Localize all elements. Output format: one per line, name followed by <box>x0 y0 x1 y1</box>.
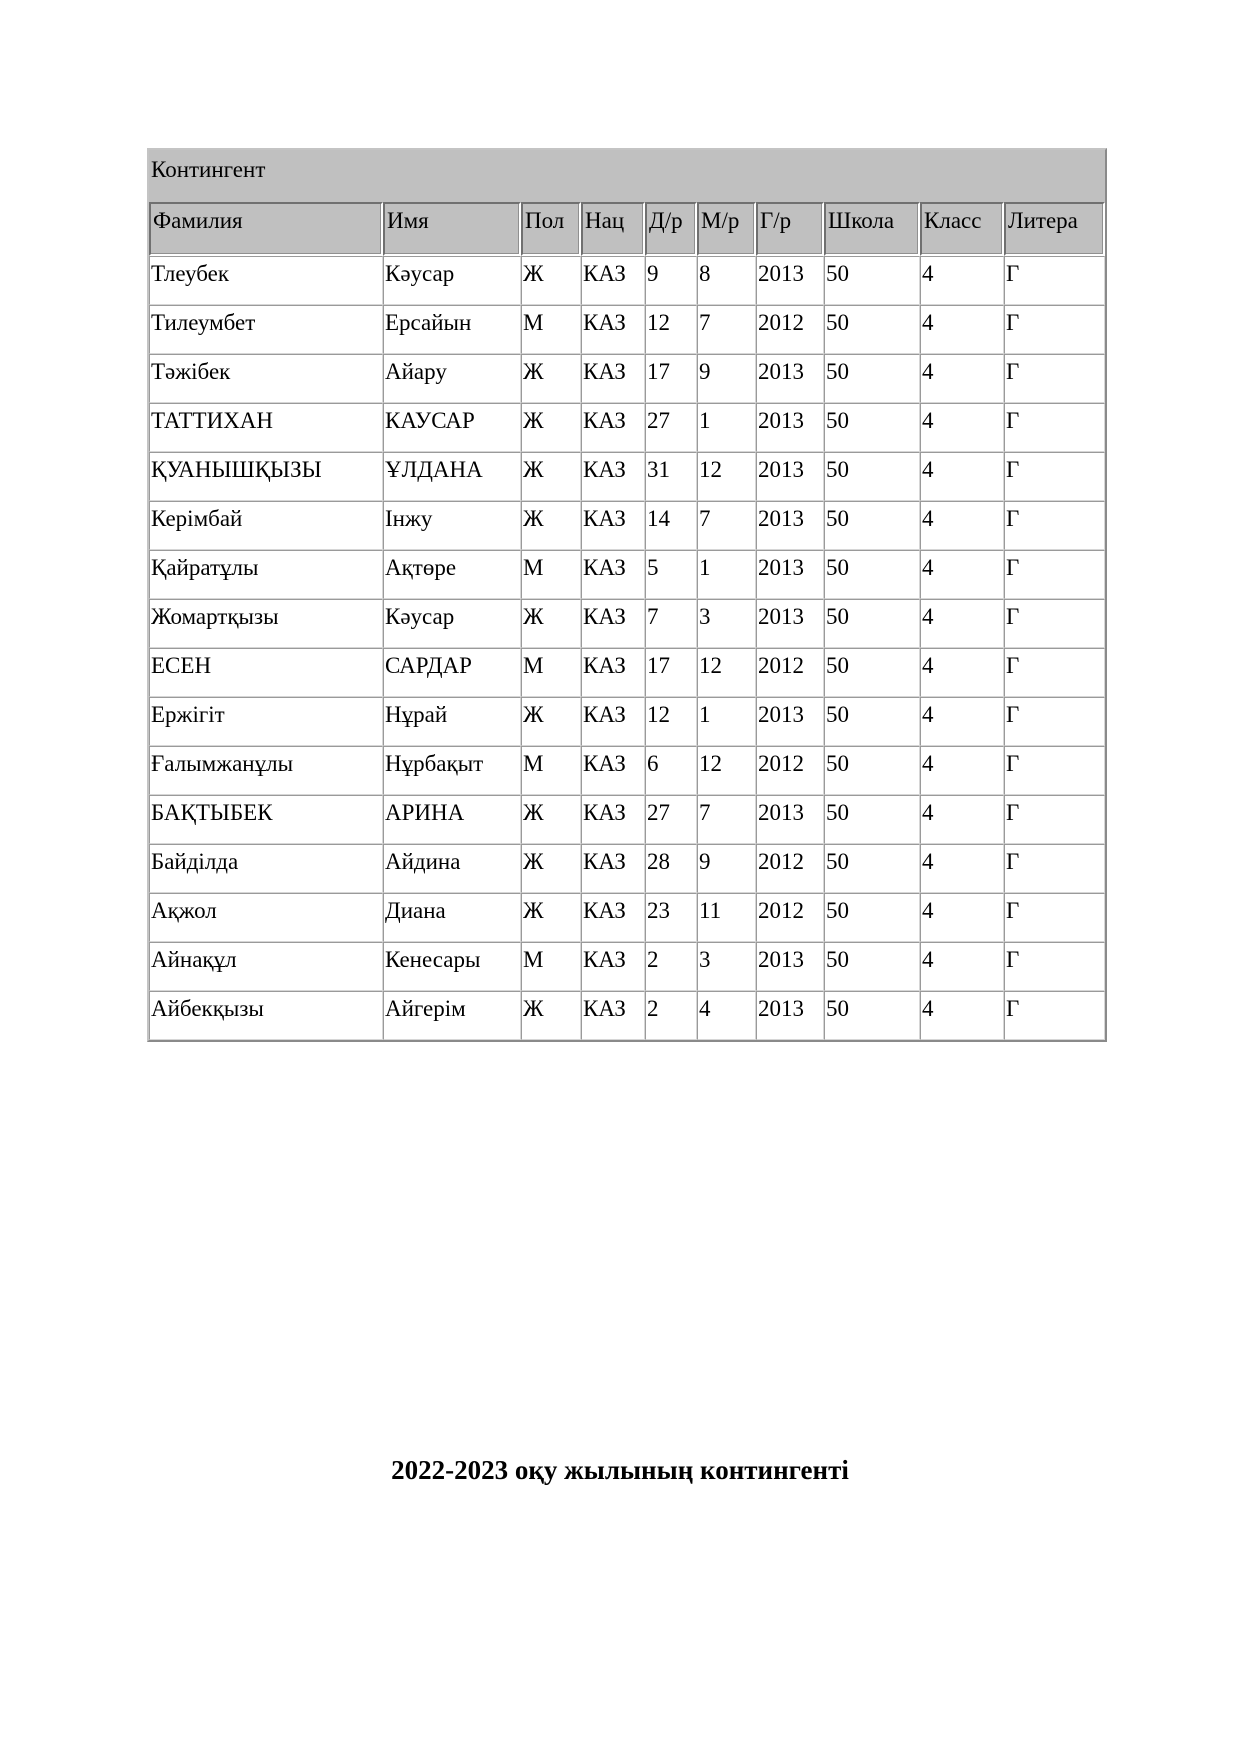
cell-school: 50 <box>824 746 920 795</box>
cell-surname: ЕСЕН <box>149 648 383 697</box>
header-school: Школа <box>824 202 920 256</box>
cell-letter: Г <box>1004 354 1105 403</box>
cell-name: Айдина <box>383 844 521 893</box>
cell-school: 50 <box>824 648 920 697</box>
header-birth-day: Д/р <box>645 202 697 256</box>
table-row <box>149 256 1105 305</box>
cell-birth-month: 7 <box>697 795 756 844</box>
cell-birth-day: 12 <box>645 305 697 354</box>
cell-name: АРИНА <box>383 795 521 844</box>
cell-school: 50 <box>824 354 920 403</box>
cell-letter: Г <box>1004 844 1105 893</box>
cell-class: 4 <box>920 354 1004 403</box>
cell-school: 50 <box>824 403 920 452</box>
cell-nationality: КАЗ <box>581 305 645 354</box>
cell-class: 4 <box>920 697 1004 746</box>
table-row <box>149 795 1105 844</box>
cell-class: 4 <box>920 795 1004 844</box>
cell-nationality: КАЗ <box>581 648 645 697</box>
cell-birth-month: 12 <box>697 648 756 697</box>
cell-surname: Ақжол <box>149 893 383 942</box>
cell-gender: Ж <box>521 697 581 746</box>
cell-birth-month: 7 <box>697 501 756 550</box>
cell-birth-year: 2013 <box>756 403 824 452</box>
table-row <box>149 697 1105 746</box>
cell-nationality: КАЗ <box>581 599 645 648</box>
cell-nationality: КАЗ <box>581 256 645 305</box>
table-row <box>149 746 1105 795</box>
header-name: Имя <box>383 202 521 256</box>
cell-birth-month: 9 <box>697 844 756 893</box>
cell-birth-month: 1 <box>697 403 756 452</box>
cell-letter: Г <box>1004 599 1105 648</box>
cell-birth-month: 12 <box>697 746 756 795</box>
cell-gender: Ж <box>521 991 581 1040</box>
header-surname: Фамилия <box>149 202 383 256</box>
table-row <box>149 648 1105 697</box>
cell-letter: Г <box>1004 403 1105 452</box>
table-caption: Контингент <box>149 150 1105 202</box>
cell-gender: Ж <box>521 452 581 501</box>
table-row <box>149 844 1105 893</box>
cell-birth-day: 28 <box>645 844 697 893</box>
cell-birth-year: 2012 <box>756 305 824 354</box>
cell-class: 4 <box>920 648 1004 697</box>
table-row <box>149 305 1105 354</box>
cell-gender: М <box>521 305 581 354</box>
table-caption-row <box>149 150 1105 202</box>
header-nationality: Нац <box>581 202 645 256</box>
cell-surname: Айбекқызы <box>149 991 383 1040</box>
header-gender: Пол <box>521 202 581 256</box>
cell-letter: Г <box>1004 648 1105 697</box>
cell-nationality: КАЗ <box>581 354 645 403</box>
cell-surname: БАҚТЫБЕК <box>149 795 383 844</box>
cell-nationality: КАЗ <box>581 452 645 501</box>
cell-nationality: КАЗ <box>581 746 645 795</box>
table-row <box>149 403 1105 452</box>
cell-birth-year: 2013 <box>756 354 824 403</box>
cell-name: КАУСАР <box>383 403 521 452</box>
cell-nationality: КАЗ <box>581 893 645 942</box>
cell-letter: Г <box>1004 550 1105 599</box>
cell-school: 50 <box>824 697 920 746</box>
cell-surname: Тлеубек <box>149 256 383 305</box>
cell-gender: М <box>521 550 581 599</box>
cell-birth-month: 1 <box>697 697 756 746</box>
cell-name: Диана <box>383 893 521 942</box>
cell-class: 4 <box>920 452 1004 501</box>
contingent-sheet <box>147 148 1103 1042</box>
cell-gender: Ж <box>521 599 581 648</box>
header-letter: Литера <box>1004 202 1105 256</box>
cell-birth-year: 2013 <box>756 991 824 1040</box>
cell-gender: М <box>521 746 581 795</box>
table-row <box>149 942 1105 991</box>
cell-birth-month: 4 <box>697 991 756 1040</box>
cell-birth-year: 2013 <box>756 550 824 599</box>
cell-gender: Ж <box>521 795 581 844</box>
table-row <box>149 991 1105 1040</box>
cell-surname: ҚУАНЫШҚЫЗЫ <box>149 452 383 501</box>
cell-birth-year: 2012 <box>756 893 824 942</box>
cell-birth-month: 12 <box>697 452 756 501</box>
cell-gender: Ж <box>521 893 581 942</box>
cell-school: 50 <box>824 795 920 844</box>
cell-class: 4 <box>920 403 1004 452</box>
cell-birth-month: 1 <box>697 550 756 599</box>
table-row <box>149 893 1105 942</box>
cell-gender: Ж <box>521 403 581 452</box>
cell-name: Айару <box>383 354 521 403</box>
cell-letter: Г <box>1004 256 1105 305</box>
cell-school: 50 <box>824 501 920 550</box>
cell-birth-month: 9 <box>697 354 756 403</box>
table-row <box>149 599 1105 648</box>
cell-class: 4 <box>920 844 1004 893</box>
cell-school: 50 <box>824 942 920 991</box>
cell-birth-day: 12 <box>645 697 697 746</box>
cell-birth-year: 2012 <box>756 844 824 893</box>
cell-school: 50 <box>824 844 920 893</box>
cell-surname: Ғалымжанұлы <box>149 746 383 795</box>
cell-letter: Г <box>1004 697 1105 746</box>
cell-name: САРДАР <box>383 648 521 697</box>
cell-birth-year: 2013 <box>756 599 824 648</box>
cell-birth-day: 5 <box>645 550 697 599</box>
cell-nationality: КАЗ <box>581 991 645 1040</box>
cell-birth-month: 8 <box>697 256 756 305</box>
cell-name: Кенесары <box>383 942 521 991</box>
cell-gender: М <box>521 942 581 991</box>
cell-nationality: КАЗ <box>581 501 645 550</box>
cell-name: Кәусар <box>383 256 521 305</box>
cell-birth-year: 2013 <box>756 452 824 501</box>
header-birth-year: Г/р <box>756 202 824 256</box>
cell-name: Ерсайын <box>383 305 521 354</box>
cell-letter: Г <box>1004 991 1105 1040</box>
cell-name: Кәусар <box>383 599 521 648</box>
cell-letter: Г <box>1004 893 1105 942</box>
cell-class: 4 <box>920 501 1004 550</box>
cell-birth-day: 27 <box>645 795 697 844</box>
cell-birth-day: 17 <box>645 354 697 403</box>
cell-letter: Г <box>1004 942 1105 991</box>
cell-nationality: КАЗ <box>581 844 645 893</box>
cell-birth-year: 2013 <box>756 795 824 844</box>
cell-birth-day: 14 <box>645 501 697 550</box>
cell-surname: Тилеумбет <box>149 305 383 354</box>
cell-surname: Тәжібек <box>149 354 383 403</box>
cell-nationality: КАЗ <box>581 550 645 599</box>
table-row <box>149 354 1105 403</box>
cell-gender: Ж <box>521 501 581 550</box>
cell-class: 4 <box>920 305 1004 354</box>
cell-letter: Г <box>1004 501 1105 550</box>
cell-name: ҰЛДАНА <box>383 452 521 501</box>
contingent-table <box>147 148 1107 1042</box>
cell-school: 50 <box>824 991 920 1040</box>
cell-letter: Г <box>1004 795 1105 844</box>
cell-class: 4 <box>920 599 1004 648</box>
cell-school: 50 <box>824 256 920 305</box>
cell-birth-day: 27 <box>645 403 697 452</box>
cell-letter: Г <box>1004 305 1105 354</box>
cell-surname: Жомартқызы <box>149 599 383 648</box>
cell-nationality: КАЗ <box>581 795 645 844</box>
cell-birth-year: 2013 <box>756 942 824 991</box>
cell-birth-day: 6 <box>645 746 697 795</box>
cell-surname: Керімбай <box>149 501 383 550</box>
cell-name: Нұрай <box>383 697 521 746</box>
cell-class: 4 <box>920 746 1004 795</box>
cell-surname: ТАТТИХАН <box>149 403 383 452</box>
cell-class: 4 <box>920 893 1004 942</box>
table-row <box>149 452 1105 501</box>
document-title: 2022-2023 оқу жылының контингенті <box>391 1455 849 1485</box>
cell-school: 50 <box>824 893 920 942</box>
cell-birth-day: 31 <box>645 452 697 501</box>
cell-birth-year: 2012 <box>756 648 824 697</box>
cell-surname: Ержігіт <box>149 697 383 746</box>
cell-school: 50 <box>824 452 920 501</box>
cell-birth-year: 2012 <box>756 746 824 795</box>
cell-gender: Ж <box>521 844 581 893</box>
cell-class: 4 <box>920 991 1004 1040</box>
cell-surname: Айнақұл <box>149 942 383 991</box>
cell-name: Інжу <box>383 501 521 550</box>
cell-birth-day: 2 <box>645 942 697 991</box>
header-class: Класс <box>920 202 1004 256</box>
cell-birth-day: 23 <box>645 893 697 942</box>
cell-birth-month: 7 <box>697 305 756 354</box>
cell-birth-month: 3 <box>697 942 756 991</box>
cell-nationality: КАЗ <box>581 697 645 746</box>
cell-birth-year: 2013 <box>756 697 824 746</box>
cell-nationality: КАЗ <box>581 403 645 452</box>
cell-name: Нұрбақыт <box>383 746 521 795</box>
table-row <box>149 550 1105 599</box>
cell-gender: Ж <box>521 354 581 403</box>
cell-surname: Байділда <box>149 844 383 893</box>
cell-birth-day: 7 <box>645 599 697 648</box>
cell-gender: Ж <box>521 256 581 305</box>
cell-name: Айгерім <box>383 991 521 1040</box>
cell-school: 50 <box>824 599 920 648</box>
cell-name: Ақтөре <box>383 550 521 599</box>
cell-school: 50 <box>824 305 920 354</box>
cell-birth-day: 17 <box>645 648 697 697</box>
cell-class: 4 <box>920 256 1004 305</box>
cell-birth-day: 9 <box>645 256 697 305</box>
table-header-row <box>149 202 1105 256</box>
header-birth-month: М/р <box>697 202 756 256</box>
cell-birth-year: 2013 <box>756 256 824 305</box>
cell-birth-month: 11 <box>697 893 756 942</box>
cell-class: 4 <box>920 942 1004 991</box>
cell-birth-day: 2 <box>645 991 697 1040</box>
cell-nationality: КАЗ <box>581 942 645 991</box>
cell-gender: М <box>521 648 581 697</box>
cell-class: 4 <box>920 550 1004 599</box>
cell-birth-month: 3 <box>697 599 756 648</box>
cell-school: 50 <box>824 550 920 599</box>
table-row <box>149 501 1105 550</box>
cell-letter: Г <box>1004 746 1105 795</box>
cell-letter: Г <box>1004 452 1105 501</box>
cell-surname: Қайратұлы <box>149 550 383 599</box>
cell-birth-year: 2013 <box>756 501 824 550</box>
